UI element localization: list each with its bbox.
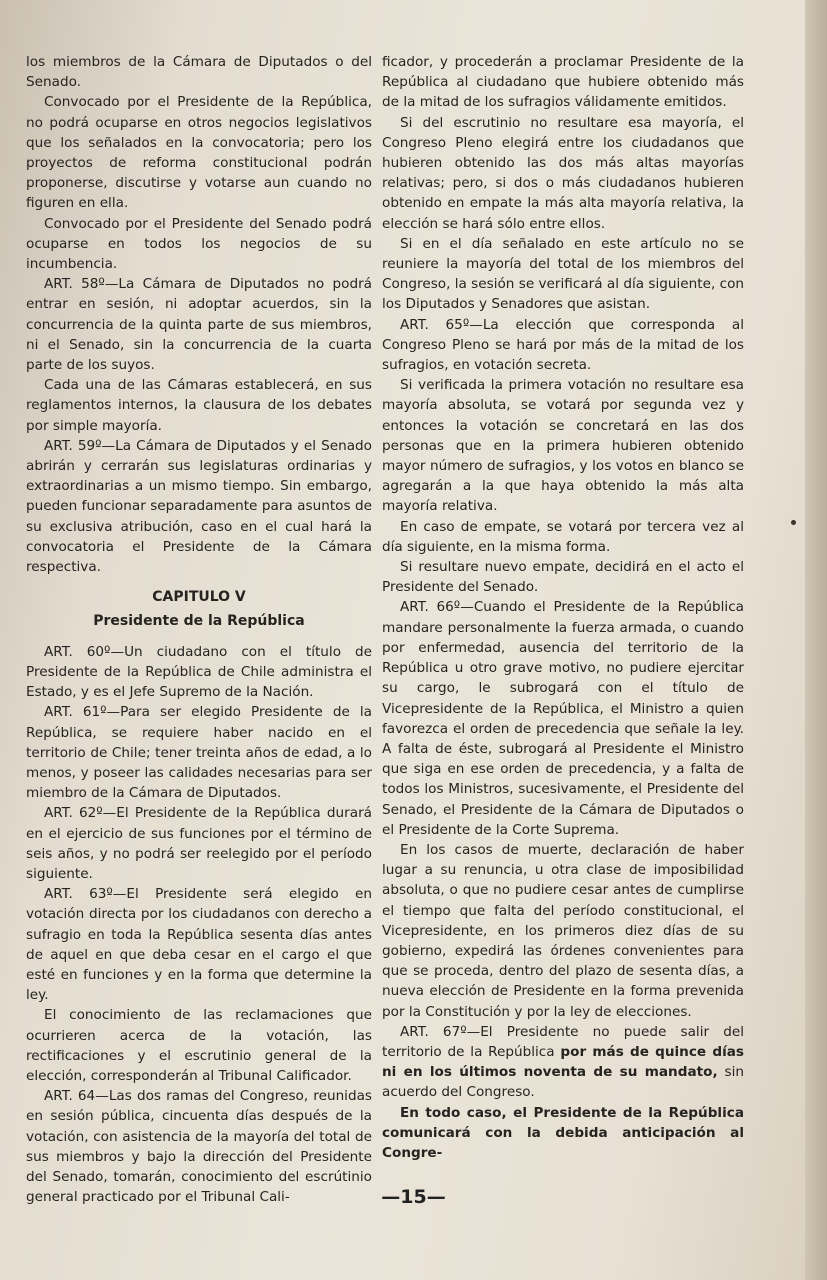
article-text: sin acuerdo del Congreso. xyxy=(382,1064,744,1101)
article-number: ART. 58º xyxy=(44,276,105,293)
article-60 xyxy=(26,642,372,703)
page-edge xyxy=(805,0,827,1280)
paragraph: Si resultare nuevo empate, decidirá en el acto el Presidente del Senado. xyxy=(382,559,744,596)
article-number: ART. 67º xyxy=(400,1023,467,1040)
page-number: —15— xyxy=(381,1186,446,1208)
paragraph-bold xyxy=(382,1103,744,1164)
bold-text: En todo caso, el Presidente de la República comunicará con la debida anticipación al Congre- xyxy=(382,1104,744,1161)
article-number: ART. 61º xyxy=(44,704,107,721)
article-number: ART. 63º xyxy=(44,886,113,903)
left-column xyxy=(26,52,372,1207)
article-text: —La Cámara de Diputados y el Senado abrirán y cerrarán sus legislaturas ordinarias y extraordinarias a un mismo tiempo. Sin embargo, pueden funcionar separadamente para asuntos de su exclusiva atribución, caso en el cual hará la convocatoria el Presidente de la Cámara respectiva. xyxy=(26,437,372,576)
article-text: —La elección que corresponda al Congreso Pleno se hará por más de la mitad de los sufragios, en votación secreta. xyxy=(382,316,744,374)
article-text: —Las dos ramas del Congreso, reunidas en sesión pública, cincuenta días después de la votación, con asistencia de la mayoría del total de sus miembros y bajo la dirección del Presidente del Senado, tomarán, conocimiento del escrútinio general practicado por el Tribunal Cali- xyxy=(26,1088,373,1206)
article-63 xyxy=(26,884,372,1005)
article-number: ART. 66º xyxy=(400,599,461,616)
article-number: ART. 64 xyxy=(44,1088,96,1105)
chapter-heading: CAPITULO V xyxy=(152,589,246,606)
article-text: —La Cámara de Diputados no podrá entrar en sesión, ni adoptar acuerdos, sin la concurrencia de la quinta parte de sus miembros, ni el Senado, sin la concurrencia de la cuarta parte de los suyos. xyxy=(26,276,372,374)
article-text-bold: por más de quince días ni en los últimos noventa de su mandato, xyxy=(382,1043,744,1081)
article-66 xyxy=(382,597,744,839)
article-62 xyxy=(26,803,372,884)
article-text: —Un ciudadano con el título de Presidente de la República de Chile administra el Estado, y es el Jefe Supremo de la Nación. xyxy=(26,643,372,701)
article-58 xyxy=(26,274,372,375)
article-text: —El Presidente no puede salir del territorio de la República xyxy=(382,1023,744,1060)
article-text: —El Presidente de la República durará en el ejercicio de sus funciones por el término de seis años, y no podrá ser reelegido por el período siguiente. xyxy=(26,805,372,882)
article-65 xyxy=(382,315,744,376)
article-number: ART. 65º xyxy=(400,316,470,333)
paragraph: Convocado por el Presidente de la República, no podrá ocuparse en otros negocios legislativos que los señalados en la convocatoria; pero los proyectos de reforma constitucional podrán proponerse, discutirse y votarse aun cuando no figuren en ella. xyxy=(26,94,372,212)
article-text: —El Presidente será elegido en votación directa por los ciudadanos con derecho a sufragio en toda la República sesenta días antes de aquel en que deba cesar en el cargo el que esté en funciones y en la forma que determine la ley. xyxy=(26,886,372,1004)
paragraph: los miembros de la Cámara de Diputados o del Senado. xyxy=(26,54,372,91)
article-number: ART. 60º xyxy=(44,643,111,660)
paragraph: El conocimiento de las reclamaciones que ocurrieren acerca de la votación, las rectificaciones y el escrutinio general de la elección, corresponderán al Tribunal Calificador. xyxy=(26,1007,372,1084)
paragraph: Si en el día señalado en este artículo no se reuniere la mayoría del total de los miembros del Congreso, la sesión se verificará al día siguiente, con los Diputados y Senadores que asistan. xyxy=(382,235,744,313)
paragraph: En los casos de muerte, declaración de haber lugar a su renuncia, u otra clase de imposibilidad absoluta, o que no pudiere cesar antes de cumplirse el tiempo que falta del período constitucional, el Vicepresidente, en los primeros diez días de su gobierno, expedirá las órdenes convenientes para que se proceda, dentro del plazo de sesenta días, a nueva elección de Presidente en la forma prevenida por la Constitución y por la ley de elecciones. xyxy=(382,841,744,1020)
article-61 xyxy=(26,702,372,803)
article-67 xyxy=(382,1022,744,1103)
paragraph: Si verificada la primera votación no resultare esa mayoría absoluta, se votará por segunda vez y entonces la votación se concretará en las dos personas que en la primera hubieren obtenido mayor número de sufragios, y los votos en blanco se agregarán a la que haya obtenido la más alta mayoría relativa. xyxy=(382,377,744,515)
article-text: —Cuando el Presidente de la República mandare personalmente la fuerza armada, o cuando por enfermedad, ausencia del territorio de la República u otro grave motivo, no pudiere ejercitar su cargo, le subrogará con el título de Vicepresidente de la República, el Ministro a quien favorezca el orden de precedencia que señale la ley. A falta de éste, subrogará al Presidente el Ministro que siga en ese orden de precedencia, y a falta de todos los Ministros, sucesivamente, el Presidente del Senado, el Presidente de la Cámara de Diputados o el Presidente de la Corte Suprema. xyxy=(382,599,744,838)
paragraph: Convocado por el Presidente del Senado podrá ocuparse en todos los negocios de su incumbencia. xyxy=(26,215,372,273)
paragraph: ficador, y procederán a proclamar Presidente de la República al ciudadano que hubiere obtenido más de la mitad de los sufragios válidamente emitidos. xyxy=(382,54,744,111)
paragraph: Si del escrutinio no resultare esa mayoría, el Congreso Pleno elegirá entre los ciudadanos que hubieren obtenido las dos más altas mayorías relativas; pero, si dos o más ciudadanos hubieren obtenido en empate la más alta mayoría relativa, la elección se hará sólo entre ellos. xyxy=(382,114,744,232)
chapter-title: Presidente de la República xyxy=(93,613,305,630)
paragraph: En caso de empate, se votará por tercera vez al día siguiente, en la misma forma. xyxy=(382,518,744,555)
article-number: ART. 62º xyxy=(44,805,103,822)
article-text: —Para ser elegido Presidente de la República, se requiere haber nacido en el territorio de Chile; tener treinta años de edad, a lo menos, y poseer las calidades necesarias para ser miembro de la Cámara de Diputados. xyxy=(26,704,372,802)
paragraph: Cada una de las Cámaras establecerá, en sus reglamentos internos, la clausura de los debates por simple mayoría. xyxy=(26,377,372,434)
ink-dot xyxy=(791,520,796,525)
right-column xyxy=(382,52,744,1163)
article-number: ART. 59º xyxy=(44,437,102,454)
article-59 xyxy=(26,436,372,577)
